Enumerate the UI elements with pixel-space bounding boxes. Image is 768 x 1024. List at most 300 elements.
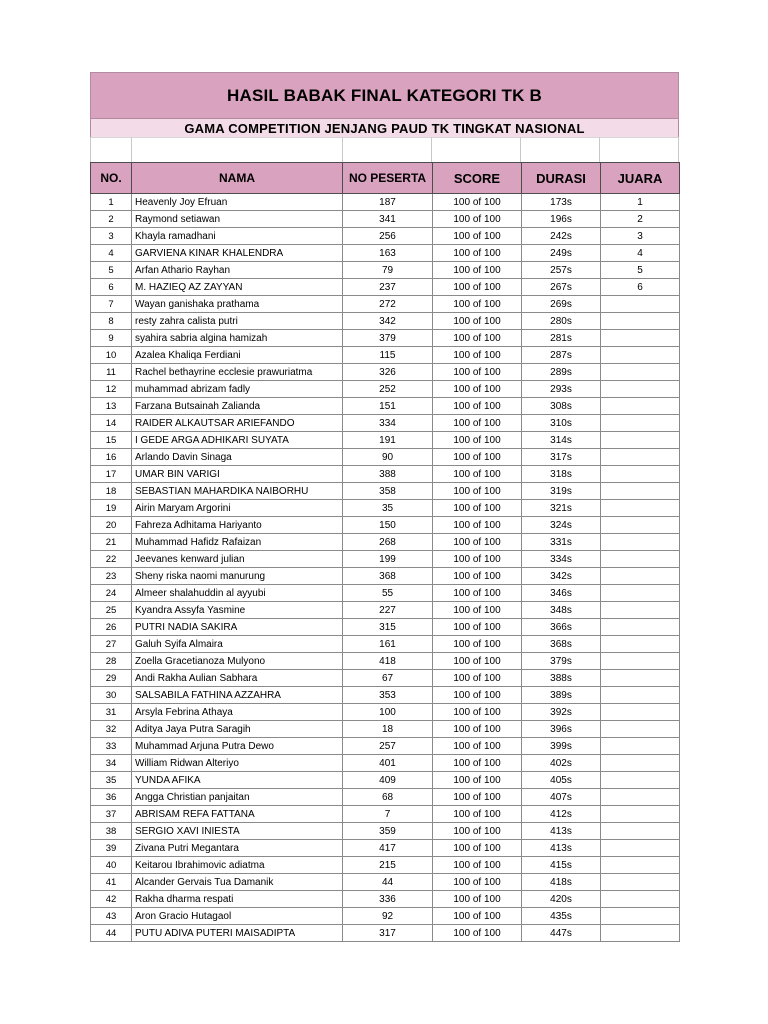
table-row (91, 228, 680, 245)
table-row (91, 194, 680, 211)
cell-no: 16 (91, 449, 132, 466)
cell-score: 100 of 100 (433, 585, 522, 602)
cell-juara (601, 602, 680, 619)
cell-juara (601, 823, 680, 840)
cell-juara (601, 449, 680, 466)
cell-no-peserta: 353 (343, 687, 433, 704)
cell-juara (601, 568, 680, 585)
cell-no-peserta: 326 (343, 364, 433, 381)
cell-score: 100 of 100 (433, 279, 522, 296)
cell-score: 100 of 100 (433, 381, 522, 398)
cell-score: 100 of 100 (433, 415, 522, 432)
table-row (91, 585, 680, 602)
cell-score: 100 of 100 (433, 432, 522, 449)
cell-nama: SERGIO XAVI INIESTA (132, 823, 343, 840)
cell-no-peserta: 379 (343, 330, 433, 347)
cell-nama: muhammad abrizam fadly (132, 381, 343, 398)
column-header-nama: NAMA (132, 163, 343, 194)
cell-juara (601, 891, 680, 908)
cell-nama: Heavenly Joy Efruan (132, 194, 343, 211)
table-row (91, 347, 680, 364)
cell-no: 42 (91, 891, 132, 908)
cell-no-peserta: 227 (343, 602, 433, 619)
cell-no: 15 (91, 432, 132, 449)
cell-no-peserta: 315 (343, 619, 433, 636)
cell-no: 21 (91, 534, 132, 551)
cell-nama: PUTU ADIVA PUTERI MAISADIPTA (132, 925, 343, 942)
cell-durasi: 418s (522, 874, 601, 891)
cell-nama: William Ridwan Alteriyo (132, 755, 343, 772)
cell-nama: Wayan ganishaka prathama (132, 296, 343, 313)
cell-nama: PUTRI NADIA SAKIRA (132, 619, 343, 636)
cell-score: 100 of 100 (433, 211, 522, 228)
table-row (91, 398, 680, 415)
cell-durasi: 366s (522, 619, 601, 636)
cell-no: 43 (91, 908, 132, 925)
table-row (91, 500, 680, 517)
cell-nama: Jeevanes kenward julian (132, 551, 343, 568)
cell-score: 100 of 100 (433, 398, 522, 415)
cell-juara (601, 347, 680, 364)
cell-nama: Airin Maryam Argorini (132, 500, 343, 517)
table-row (91, 466, 680, 483)
cell-no: 37 (91, 806, 132, 823)
cell-no-peserta: 417 (343, 840, 433, 857)
page-subtitle: GAMA COMPETITION JENJANG PAUD TK TINGKAT NASIONAL (90, 119, 679, 137)
cell-durasi: 281s (522, 330, 601, 347)
cell-durasi: 293s (522, 381, 601, 398)
cell-no-peserta: 18 (343, 721, 433, 738)
cell-no: 33 (91, 738, 132, 755)
cell-no-peserta: 90 (343, 449, 433, 466)
cell-durasi: 388s (522, 670, 601, 687)
table-row (91, 211, 680, 228)
column-header-durasi: DURASI (522, 163, 601, 194)
cell-juara: 6 (601, 279, 680, 296)
cell-juara (601, 857, 680, 874)
cell-no-peserta: 161 (343, 636, 433, 653)
cell-nama: Aron Gracio Hutagaol (132, 908, 343, 925)
cell-score: 100 of 100 (433, 670, 522, 687)
table-row (91, 432, 680, 449)
cell-score: 100 of 100 (433, 347, 522, 364)
cell-no-peserta: 336 (343, 891, 433, 908)
cell-no: 44 (91, 925, 132, 942)
cell-no: 35 (91, 772, 132, 789)
table-row (91, 296, 680, 313)
cell-nama: Zoella Gracetianoza Mulyono (132, 653, 343, 670)
cell-score: 100 of 100 (433, 704, 522, 721)
cell-durasi: 407s (522, 789, 601, 806)
cell-nama: Kyandra Assyfa Yasmine (132, 602, 343, 619)
cell-juara: 3 (601, 228, 680, 245)
cell-score: 100 of 100 (433, 721, 522, 738)
cell-durasi: 435s (522, 908, 601, 925)
table-row (91, 823, 680, 840)
table-row (91, 738, 680, 755)
cell-no: 36 (91, 789, 132, 806)
cell-no-peserta: 409 (343, 772, 433, 789)
cell-no-peserta: 388 (343, 466, 433, 483)
cell-no-peserta: 187 (343, 194, 433, 211)
cell-durasi: 346s (522, 585, 601, 602)
cell-no-peserta: 199 (343, 551, 433, 568)
table-row (91, 874, 680, 891)
cell-no: 34 (91, 755, 132, 772)
column-header-juara: JUARA (601, 163, 680, 194)
cell-juara (601, 755, 680, 772)
cell-no-peserta: 115 (343, 347, 433, 364)
table-row (91, 313, 680, 330)
results-table (90, 162, 680, 942)
cell-no-peserta: 257 (343, 738, 433, 755)
cell-no: 7 (91, 296, 132, 313)
cell-nama: Rakha dharma respati (132, 891, 343, 908)
table-row (91, 670, 680, 687)
cell-juara (601, 738, 680, 755)
column-header-no-peserta: NO PESERTA (343, 163, 433, 194)
cell-juara (601, 619, 680, 636)
cell-durasi: 368s (522, 636, 601, 653)
cell-juara (601, 670, 680, 687)
table-row (91, 806, 680, 823)
table-body (91, 194, 680, 942)
cell-no: 41 (91, 874, 132, 891)
cell-juara (601, 636, 680, 653)
cell-durasi: 269s (522, 296, 601, 313)
cell-no: 31 (91, 704, 132, 721)
cell-nama: Muhammad Arjuna Putra Dewo (132, 738, 343, 755)
cell-durasi: 420s (522, 891, 601, 908)
cell-durasi: 321s (522, 500, 601, 517)
cell-no-peserta: 256 (343, 228, 433, 245)
cell-nama: syahira sabria algina hamizah (132, 330, 343, 347)
cell-score: 100 of 100 (433, 449, 522, 466)
cell-score: 100 of 100 (433, 483, 522, 500)
cell-no: 6 (91, 279, 132, 296)
table-row (91, 925, 680, 942)
cell-score: 100 of 100 (433, 840, 522, 857)
page-title: HASIL BABAK FINAL KATEGORI TK B (90, 72, 679, 119)
cell-score: 100 of 100 (433, 500, 522, 517)
cell-juara: 5 (601, 262, 680, 279)
cell-juara (601, 381, 680, 398)
column-header-no: NO. (91, 163, 132, 194)
cell-no: 4 (91, 245, 132, 262)
cell-durasi: 257s (522, 262, 601, 279)
cell-no: 19 (91, 500, 132, 517)
cell-score: 100 of 100 (433, 602, 522, 619)
table-row (91, 279, 680, 296)
cell-score: 100 of 100 (433, 908, 522, 925)
cell-score: 100 of 100 (433, 194, 522, 211)
cell-juara (601, 687, 680, 704)
cell-juara (601, 925, 680, 942)
cell-durasi: 331s (522, 534, 601, 551)
cell-score: 100 of 100 (433, 296, 522, 313)
cell-durasi: 415s (522, 857, 601, 874)
cell-no: 26 (91, 619, 132, 636)
cell-no-peserta: 67 (343, 670, 433, 687)
cell-nama: Arfan Athario Rayhan (132, 262, 343, 279)
cell-durasi: 317s (522, 449, 601, 466)
table-row (91, 891, 680, 908)
cell-nama: Alcander Gervais Tua Damanik (132, 874, 343, 891)
cell-juara (601, 840, 680, 857)
cell-no: 40 (91, 857, 132, 874)
cell-no: 27 (91, 636, 132, 653)
cell-durasi: 389s (522, 687, 601, 704)
table-row (91, 908, 680, 925)
cell-juara (601, 313, 680, 330)
cell-durasi: 267s (522, 279, 601, 296)
cell-no: 12 (91, 381, 132, 398)
table-row (91, 602, 680, 619)
cell-no-peserta: 237 (343, 279, 433, 296)
cell-durasi: 413s (522, 840, 601, 857)
cell-durasi: 413s (522, 823, 601, 840)
cell-durasi: 242s (522, 228, 601, 245)
cell-durasi: 308s (522, 398, 601, 415)
cell-score: 100 of 100 (433, 534, 522, 551)
cell-no: 38 (91, 823, 132, 840)
cell-no: 39 (91, 840, 132, 857)
cell-no-peserta: 7 (343, 806, 433, 823)
cell-nama: Rachel bethayrine ecclesie prawuriatma (132, 364, 343, 381)
table-row (91, 619, 680, 636)
cell-no: 14 (91, 415, 132, 432)
cell-juara (601, 330, 680, 347)
cell-durasi: 196s (522, 211, 601, 228)
cell-durasi: 447s (522, 925, 601, 942)
cell-durasi: 314s (522, 432, 601, 449)
cell-score: 100 of 100 (433, 551, 522, 568)
cell-no: 20 (91, 517, 132, 534)
cell-no-peserta: 272 (343, 296, 433, 313)
cell-no-peserta: 44 (343, 874, 433, 891)
cell-juara: 1 (601, 194, 680, 211)
cell-juara: 4 (601, 245, 680, 262)
cell-juara (601, 466, 680, 483)
table-row (91, 551, 680, 568)
cell-no-peserta: 68 (343, 789, 433, 806)
cell-score: 100 of 100 (433, 772, 522, 789)
cell-nama: Raymond setiawan (132, 211, 343, 228)
cell-durasi: 318s (522, 466, 601, 483)
cell-score: 100 of 100 (433, 687, 522, 704)
cell-no: 5 (91, 262, 132, 279)
table-row (91, 772, 680, 789)
cell-no: 22 (91, 551, 132, 568)
cell-no: 23 (91, 568, 132, 585)
table-row (91, 721, 680, 738)
cell-score: 100 of 100 (433, 245, 522, 262)
cell-no-peserta: 368 (343, 568, 433, 585)
cell-no-peserta: 163 (343, 245, 433, 262)
cell-nama: ABRISAM REFA FATTANA (132, 806, 343, 823)
cell-score: 100 of 100 (433, 466, 522, 483)
cell-no-peserta: 418 (343, 653, 433, 670)
cell-score: 100 of 100 (433, 789, 522, 806)
cell-nama: RAIDER ALKAUTSAR ARIEFANDO (132, 415, 343, 432)
table-row (91, 364, 680, 381)
cell-no-peserta: 341 (343, 211, 433, 228)
cell-nama: Galuh Syifa Almaira (132, 636, 343, 653)
table-row (91, 381, 680, 398)
table-row (91, 568, 680, 585)
cell-no-peserta: 358 (343, 483, 433, 500)
table-row (91, 534, 680, 551)
cell-no: 10 (91, 347, 132, 364)
cell-score: 100 of 100 (433, 636, 522, 653)
table-row (91, 653, 680, 670)
column-header-score: SCORE (433, 163, 522, 194)
cell-score: 100 of 100 (433, 755, 522, 772)
cell-score: 100 of 100 (433, 806, 522, 823)
cell-nama: Farzana Butsainah Zalianda (132, 398, 343, 415)
table-row (91, 449, 680, 466)
cell-no-peserta: 334 (343, 415, 433, 432)
table-row (91, 636, 680, 653)
table-row (91, 789, 680, 806)
table-row (91, 755, 680, 772)
cell-nama: Aditya Jaya Putra Saragih (132, 721, 343, 738)
cell-no: 18 (91, 483, 132, 500)
cell-durasi: 402s (522, 755, 601, 772)
cell-nama: YUNDA AFIKA (132, 772, 343, 789)
table-row (91, 840, 680, 857)
cell-nama: Keitarou Ibrahimovic adiatma (132, 857, 343, 874)
table-row (91, 857, 680, 874)
cell-no: 2 (91, 211, 132, 228)
cell-nama: Muhammad Hafidz Rafaizan (132, 534, 343, 551)
cell-juara (601, 398, 680, 415)
cell-no-peserta: 252 (343, 381, 433, 398)
cell-no-peserta: 92 (343, 908, 433, 925)
cell-no: 9 (91, 330, 132, 347)
cell-no-peserta: 151 (343, 398, 433, 415)
cell-score: 100 of 100 (433, 823, 522, 840)
cell-score: 100 of 100 (433, 517, 522, 534)
cell-durasi: 334s (522, 551, 601, 568)
cell-juara (601, 772, 680, 789)
blank-row (90, 137, 679, 162)
cell-durasi: 396s (522, 721, 601, 738)
cell-no: 28 (91, 653, 132, 670)
cell-juara (601, 704, 680, 721)
cell-nama: UMAR BIN VARIGI (132, 466, 343, 483)
table-row (91, 704, 680, 721)
cell-durasi: 392s (522, 704, 601, 721)
cell-no-peserta: 150 (343, 517, 433, 534)
cell-juara (601, 585, 680, 602)
cell-durasi: 289s (522, 364, 601, 381)
cell-juara (601, 296, 680, 313)
cell-durasi: 348s (522, 602, 601, 619)
cell-no: 8 (91, 313, 132, 330)
cell-no-peserta: 268 (343, 534, 433, 551)
cell-durasi: 379s (522, 653, 601, 670)
cell-no: 17 (91, 466, 132, 483)
cell-durasi: 249s (522, 245, 601, 262)
cell-nama: Arsyla Febrina Athaya (132, 704, 343, 721)
cell-no: 24 (91, 585, 132, 602)
cell-no: 32 (91, 721, 132, 738)
cell-no-peserta: 342 (343, 313, 433, 330)
cell-no-peserta: 35 (343, 500, 433, 517)
cell-nama: Arlando Davin Sinaga (132, 449, 343, 466)
cell-juara: 2 (601, 211, 680, 228)
cell-score: 100 of 100 (433, 619, 522, 636)
cell-durasi: 287s (522, 347, 601, 364)
results-sheet (90, 72, 679, 942)
cell-no: 25 (91, 602, 132, 619)
cell-juara (601, 806, 680, 823)
table-row (91, 483, 680, 500)
cell-nama: Sheny riska naomi manurung (132, 568, 343, 585)
cell-juara (601, 874, 680, 891)
cell-score: 100 of 100 (433, 653, 522, 670)
cell-score: 100 of 100 (433, 228, 522, 245)
cell-juara (601, 415, 680, 432)
table-row (91, 415, 680, 432)
cell-juara (601, 364, 680, 381)
cell-no: 11 (91, 364, 132, 381)
cell-nama: Azalea Khaliqa Ferdiani (132, 347, 343, 364)
cell-score: 100 of 100 (433, 330, 522, 347)
cell-no: 3 (91, 228, 132, 245)
cell-score: 100 of 100 (433, 891, 522, 908)
table-row (91, 330, 680, 347)
cell-score: 100 of 100 (433, 568, 522, 585)
table-row (91, 245, 680, 262)
cell-juara (601, 517, 680, 534)
cell-score: 100 of 100 (433, 925, 522, 942)
cell-no: 13 (91, 398, 132, 415)
cell-juara (601, 789, 680, 806)
table-row (91, 687, 680, 704)
cell-score: 100 of 100 (433, 313, 522, 330)
cell-nama: SEBASTIAN MAHARDIKA NAIBORHU (132, 483, 343, 500)
table-row (91, 262, 680, 279)
cell-nama: Almeer shalahuddin al ayyubi (132, 585, 343, 602)
cell-durasi: 310s (522, 415, 601, 432)
table-row (91, 517, 680, 534)
cell-score: 100 of 100 (433, 364, 522, 381)
cell-nama: Khayla ramadhani (132, 228, 343, 245)
table-header-row (91, 163, 680, 194)
cell-nama: M. HAZIEQ AZ ZAYYAN (132, 279, 343, 296)
cell-no: 30 (91, 687, 132, 704)
cell-no-peserta: 317 (343, 925, 433, 942)
cell-juara (601, 432, 680, 449)
cell-durasi: 324s (522, 517, 601, 534)
cell-durasi: 173s (522, 194, 601, 211)
cell-score: 100 of 100 (433, 738, 522, 755)
cell-durasi: 319s (522, 483, 601, 500)
cell-durasi: 342s (522, 568, 601, 585)
cell-durasi: 405s (522, 772, 601, 789)
cell-no-peserta: 401 (343, 755, 433, 772)
cell-nama: GARVIENA KINAR KHALENDRA (132, 245, 343, 262)
cell-juara (601, 721, 680, 738)
cell-durasi: 399s (522, 738, 601, 755)
cell-juara (601, 653, 680, 670)
cell-durasi: 412s (522, 806, 601, 823)
cell-nama: Zivana Putri Megantara (132, 840, 343, 857)
cell-nama: resty zahra calista putri (132, 313, 343, 330)
cell-score: 100 of 100 (433, 857, 522, 874)
